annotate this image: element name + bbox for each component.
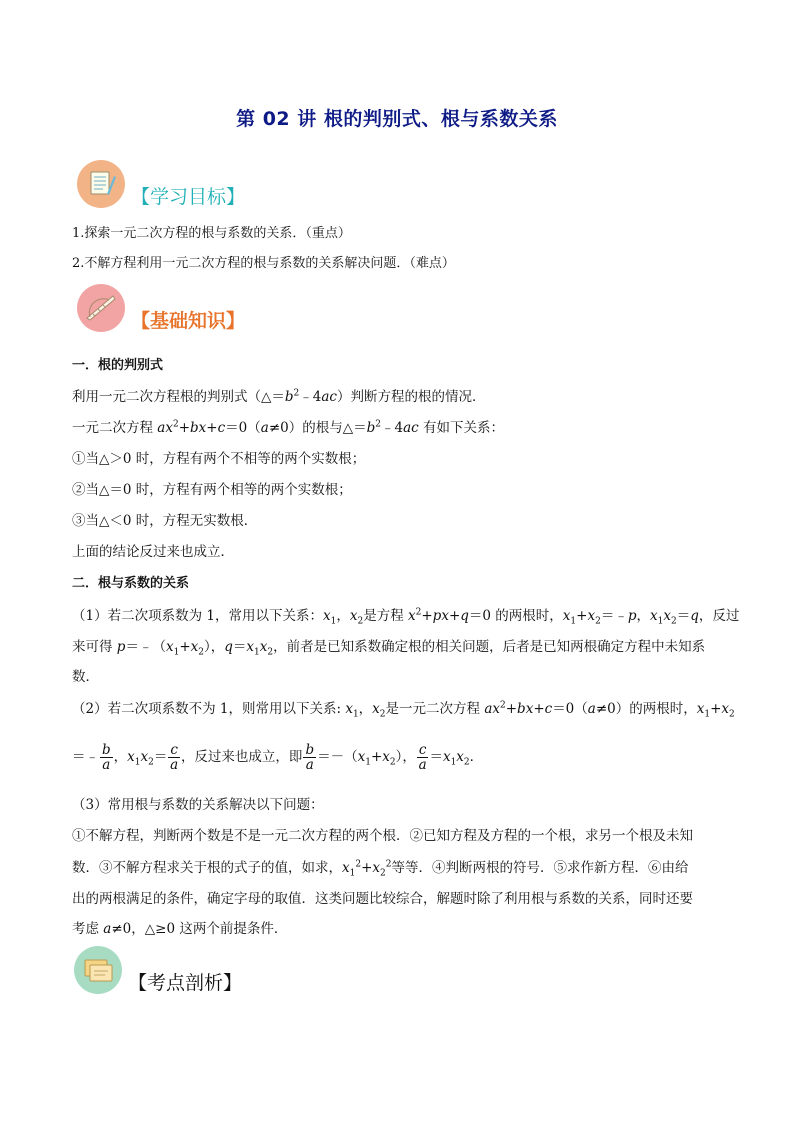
- section-label-basic: 【基础知识】: [131, 310, 246, 332]
- goal-item-2: 2.不解方程利用一元二次方程的根与系数的关系解决问题．（难点）: [72, 256, 455, 271]
- section-header-goals: [77, 160, 337, 220]
- goal-item-1: 1.探索一元二次方程的根与系数的关系．（重点）: [72, 226, 351, 241]
- heading-vieta: 二．根与系数的关系: [72, 576, 190, 591]
- vieta-p1-line-2: 来可得 $p=﹣(x_1+x_2)$，$q=x_1x_2$，前者是已知系数确定根的相关问题，后者是已知两根确定方程中未知系: [72, 639, 706, 658]
- vieta-p2-line-1: （2）若二次项系数不为 1，则常用以下关系: $x_1$，$x_2$是一元二次方程 $ax^2+bx+c=0(a\ne 0)$的两根时，$x_1+x_2$: [72, 700, 735, 720]
- vieta-p3-line-1: ①不解方程，判断两个数是不是一元二次方程的两个根．②已知方程及方程的一个根，求另一个根及未知: [72, 828, 693, 844]
- vieta-p2-line-2: ＝﹣ $\frac{b}{a}$ ，$x_1x_2=$ $\frac{c}{a}$ ，反过来也成立，即 $\frac{b}{a}$ $=-(x_1+x_2)$， $\frac{c}{a}$ $=x_1x_2$．: [72, 742, 484, 773]
- vieta-p1-line-3: 数．: [72, 669, 99, 685]
- folders-icon: [74, 946, 122, 994]
- vieta-p3-line-2: 数．③不解方程求关于根的式子的值，如求，$x_1^2+x_2^2$等等．④判断两根的符号．⑤求作新方程．⑥由给: [72, 859, 689, 879]
- fraction-b-over-a: $\frac{b}{a}$: [102, 742, 111, 773]
- discriminant-case-3: ③当△＜0 时，方程无实数根．: [72, 513, 258, 529]
- vieta-p3-title: （3）常用根与系数的关系解决以下问题：: [72, 797, 324, 813]
- protractor-icon: [77, 284, 125, 332]
- section-label-goals: 【学习目标】: [131, 186, 246, 208]
- fraction-c-over-a-2: $\frac{c}{a}$: [418, 742, 427, 773]
- section-header-exam: [74, 946, 334, 1006]
- page-title: 第 02 讲 根的判别式、根与系数关系: [236, 108, 558, 130]
- vieta-p3-line-3: 出的两根满足的条件，确定字母的取值．这类问题比较综合，解题时除了利用根与系数的关系，同时还要: [72, 891, 693, 907]
- discriminant-case-1: ①当△＞0 时，方程有两个不相等的两个实数根；: [72, 451, 366, 467]
- vieta-p1-line-1: （1）若二次项系数为 1，常用以下关系：$x_1$，$x_2$是方程 $x^2+px+q=0$ 的两根时，$x_1+x_2=﹣p$，$x_1x_2=q$，反过: [72, 607, 740, 627]
- discriminant-case-2: ②当△＝0 时，方程有两个相等的两个实数根；: [72, 482, 352, 498]
- vieta-p3-line-4: 考虑 a≠0，△≥0 这两个前提条件．: [72, 921, 288, 937]
- discriminant-line-2: 一元二次方程 $ax^2+bx+c=0(a\ne 0)$的根与$\triangle=b^2﹣4ac$ 有如下关系：: [72, 419, 504, 436]
- discriminant-converse: 上面的结论反过来也成立．: [72, 544, 234, 560]
- fraction-b-over-a-2: $\frac{b}{a}$: [305, 742, 315, 773]
- notebook-ruler-icon: [77, 160, 125, 208]
- section-header-basic: [77, 284, 337, 344]
- section-label-exam: 【考点剖析】: [128, 972, 243, 994]
- heading-discriminant: 一．根的判别式: [72, 358, 164, 373]
- discriminant-line-1: 利用一元二次方程根的判别式$(\triangle=b^2﹣4ac)$判断方程的根的情况．: [72, 388, 486, 405]
- fraction-c-over-a: $\frac{c}{a}$: [170, 742, 179, 773]
